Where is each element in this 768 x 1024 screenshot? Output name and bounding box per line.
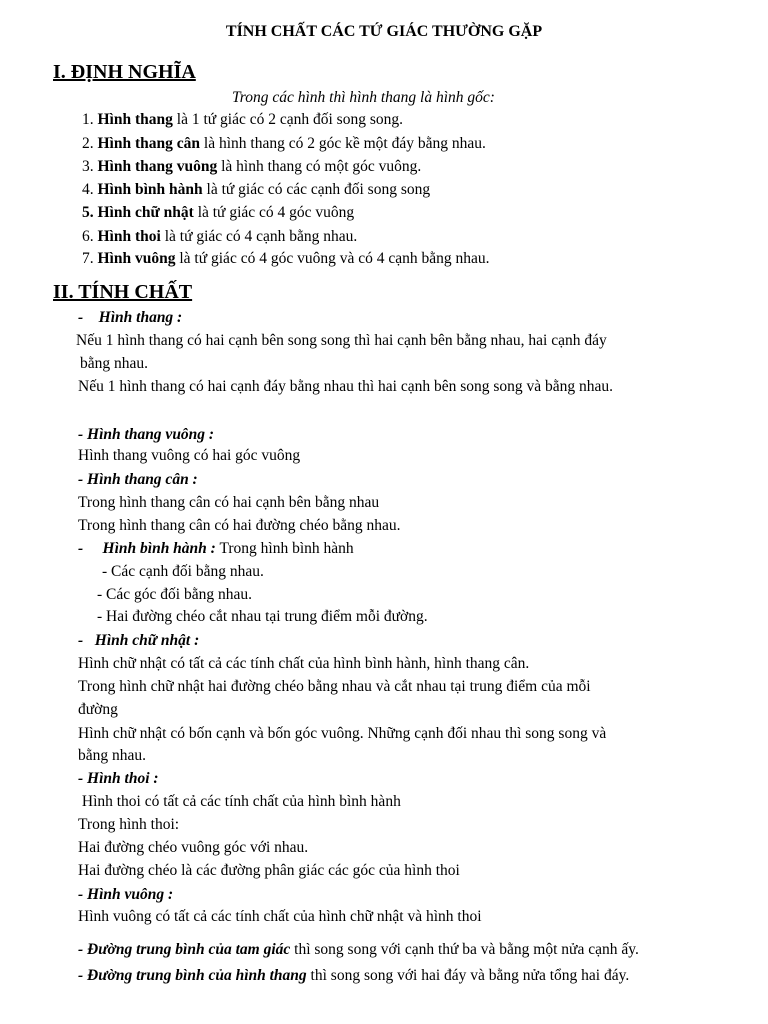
definition-term: Hình thang vuông xyxy=(97,158,218,175)
definition-term: Hình bình hành xyxy=(97,181,203,198)
paragraph-inline: thì song song với hai đáy và bằng nửa tổng hai đáy. xyxy=(306,967,630,984)
paragraph-line: Trong hình chữ nhật hai đường chéo bằng nhau và cắt nhau tại trung điểm của mỗi xyxy=(78,678,591,695)
subheading-hinh-thang-can: - Hình thang cân : xyxy=(78,471,198,488)
paragraph-line: Nếu 1 hình thang có hai cạnh bên song song thì hai cạnh bên bằng nhau, hai cạnh đáy xyxy=(76,332,607,349)
subheading-hinh-vuong: - Hình vuông : xyxy=(78,886,174,903)
subheading-hinh-thoi: - Hình thoi : xyxy=(78,770,159,787)
definition-term: Hình thoi xyxy=(97,228,161,245)
definition-text: là hình thang có 2 góc kề một đáy bằng nhau. xyxy=(200,135,486,152)
definition-item xyxy=(82,110,403,130)
definition-term: Hình thang cân xyxy=(97,135,201,152)
paragraph-inline: thì song song với cạnh thứ ba và bằng một nửa cạnh ấy. xyxy=(290,941,639,958)
definition-text: là tứ giác có 4 góc vuông xyxy=(193,204,355,221)
definition-number: 1. xyxy=(82,111,94,128)
list-item: - Các góc đối bằng nhau. xyxy=(97,586,252,603)
definition-term: Hình thang xyxy=(97,111,173,128)
subheading-hinh-chu-nhat: - Hình chữ nhật : xyxy=(78,632,200,649)
paragraph-line: Nếu 1 hình thang có hai cạnh đáy bằng nhau thì hai cạnh bên song song và bằng nhau. xyxy=(78,378,614,395)
definition-item xyxy=(82,180,430,200)
definition-text: là hình thang có một góc vuông. xyxy=(217,158,422,175)
midline-trapezoid-row xyxy=(78,966,629,986)
subheading-hinh-binh-hanh: - Hình bình hành : xyxy=(78,540,216,557)
definition-number: 2. xyxy=(82,135,94,152)
paragraph-line: Hình vuông có tất cả các tính chất của hình chữ nhật và hình thoi xyxy=(78,908,482,925)
list-item: - Các cạnh đối bằng nhau. xyxy=(102,563,264,580)
document-title: TÍNH CHẤT CÁC TỨ GIÁC THƯỜNG GẶP xyxy=(225,23,543,40)
subheading-hinh-binh-hanh-row xyxy=(78,539,354,559)
midline-triangle-row xyxy=(78,940,639,960)
paragraph-line: bằng nhau. xyxy=(78,747,147,764)
definition-item xyxy=(82,134,486,154)
subheading-hinh-thang-vuong: - Hình thang vuông : xyxy=(78,426,215,443)
definition-number: 3. xyxy=(82,158,94,175)
list-item: - Hai đường chéo cắt nhau tại trung điểm mỗi đường. xyxy=(97,608,428,625)
paragraph-line: Trong hình thang cân có hai cạnh bên bằng nhau xyxy=(78,494,380,511)
definition-item xyxy=(82,203,354,223)
definition-number: 5. xyxy=(82,204,94,221)
paragraph-line: Hình thoi có tất cả các tính chất của hình bình hành xyxy=(78,793,401,810)
definition-term: Hình chữ nhật xyxy=(97,204,194,221)
midline-trapezoid-term: - Đường trung bình của hình thang xyxy=(78,967,307,984)
paragraph-line: Trong hình thoi: xyxy=(78,816,180,833)
paragraph-line: Hình thang vuông có hai góc vuông xyxy=(78,447,301,464)
definition-number: 4. xyxy=(82,181,94,198)
paragraph-line: Hai đường chéo vuông góc với nhau. xyxy=(78,839,309,856)
section-heading-properties: II. TÍNH CHẤT xyxy=(53,281,193,303)
subheading-hinh-thang: - Hình thang : xyxy=(78,309,183,326)
definition-number: 6. xyxy=(82,228,94,245)
definition-text: là 1 tứ giác có 2 cạnh đối song song. xyxy=(172,111,403,128)
definition-item xyxy=(82,227,357,247)
paragraph-inline: Trong hình bình hành xyxy=(215,540,354,557)
definitions-intro: Trong các hình thì hình thang là hình gốc: xyxy=(232,89,495,106)
definition-term: Hình vuông xyxy=(97,250,176,267)
paragraph-line: Hình chữ nhật có bốn cạnh và bốn góc vuông. Những cạnh đối nhau thì song song và xyxy=(78,725,607,742)
paragraph-line: Hình chữ nhật có tất cả các tính chất của hình bình hành, hình thang cân. xyxy=(78,655,530,672)
paragraph-line: bằng nhau. xyxy=(80,355,149,372)
definition-text: là tứ giác có 4 góc vuông và có 4 cạnh bằng nhau. xyxy=(175,250,490,267)
paragraph-line: đường xyxy=(78,701,118,718)
midline-triangle-term: - Đường trung bình của tam giác xyxy=(78,941,291,958)
paragraph-line: Trong hình thang cân có hai đường chéo bằng nhau. xyxy=(78,517,401,534)
definition-item xyxy=(82,157,421,177)
definition-item xyxy=(82,249,489,269)
paragraph-line: Hai đường chéo là các đường phân giác các góc của hình thoi xyxy=(78,862,460,879)
section-heading-definitions: I. ĐỊNH NGHĨA xyxy=(53,61,196,83)
definition-number: 7. xyxy=(82,250,94,267)
definition-text: là tứ giác có 4 cạnh bằng nhau. xyxy=(160,228,358,245)
definition-text: là tứ giác có các cạnh đối song song xyxy=(202,181,431,198)
